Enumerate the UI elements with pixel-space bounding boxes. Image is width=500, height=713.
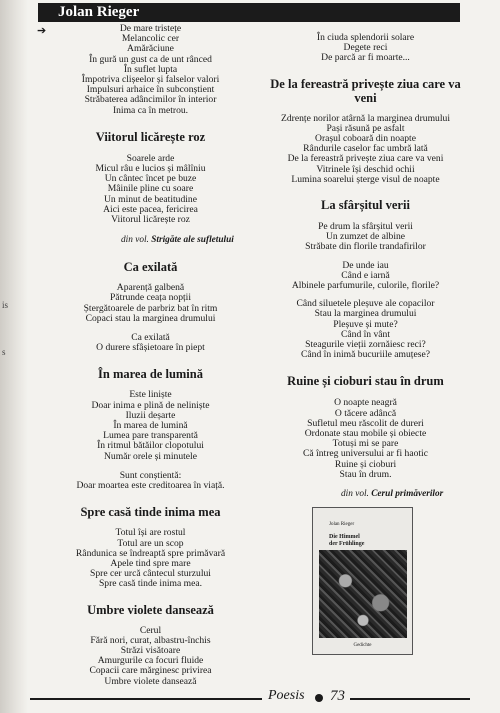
verse-line: Pe drum la sfârșitul verii <box>318 221 413 233</box>
verse-line: Cerul <box>139 624 162 636</box>
verse-line: Totul are un scop <box>117 537 184 549</box>
verse-line: Pleșuve și mute? <box>333 318 398 330</box>
verse-line: Zdrențe norilor atârnă la marginea drumului <box>281 112 450 124</box>
poem-title: Umbre violete dansează <box>87 602 214 617</box>
verse-line: Sunt conștientă: <box>119 469 182 481</box>
verse-line: Orașul coboară din noapte <box>315 133 416 145</box>
verse-line: Soarele arde <box>126 152 175 164</box>
verse-line: Doar moartea este creditoarea în viață. <box>76 480 225 492</box>
verse-line: Pătrunde ceața nopții <box>110 292 191 304</box>
verse-line: Umbre violete dansează <box>104 675 197 687</box>
verse-line: Ordonate stau mobile și obiecte <box>304 428 427 440</box>
intro-stanza <box>38 24 263 116</box>
verse-line: Stau la marginea drumului <box>314 308 417 320</box>
verse-line: Că întreg universului ar fi haotic <box>303 448 428 460</box>
poem-title: Spre casă tinde inima mea <box>80 505 221 520</box>
verse-line: Pași răsună pe asfalt <box>326 122 405 134</box>
verse-line: Când siluetele pleșuve ale copacilor <box>296 298 435 310</box>
verse-line: Ca exilată <box>131 332 170 344</box>
source-title: Strigăte ale sufletului <box>151 235 234 246</box>
poem-stanza <box>263 222 468 253</box>
verse-line: Rândunica se îndreaptă spre primăvară <box>75 547 226 559</box>
verse-line: O noapte neagră <box>334 397 397 409</box>
verse-line: Melancolic cer <box>121 33 180 45</box>
verse-line: Steagurile vieții zornăiesc reci? <box>305 339 426 351</box>
verse-line: Spre cer urcă cântecul sturzului <box>90 568 211 580</box>
page-gutter <box>0 0 28 713</box>
source-title: Cerul primăverilor <box>371 489 444 500</box>
verse-line: Un cântec încet pe buze <box>104 173 197 185</box>
verse-line: Lumea pare transparentă <box>103 430 198 442</box>
verse-line: Impulsuri arhaice în subconștient <box>86 84 215 96</box>
verse-line: Aici este pacea, fericirea <box>103 203 198 215</box>
poem-stanza <box>263 261 468 292</box>
verse-line: În suflet lupta <box>123 63 178 75</box>
gutter-fragment: is <box>2 300 9 310</box>
verse-line: Număr orele și minutele <box>104 450 197 462</box>
poem-stanza <box>38 283 263 324</box>
verse-line: Copacii care mărginesc privirea <box>89 665 212 677</box>
verse-line: Străzi visătoare <box>120 644 181 656</box>
book-cover-image <box>312 507 413 655</box>
poem-title: La sfârșitul verii <box>321 198 410 213</box>
poem-title: Viitorul licărește roz <box>95 129 206 144</box>
verse-line: Apele tind spre mare <box>110 557 191 569</box>
verse-line: Mâinile pline cu soare <box>107 183 194 195</box>
poem-title: În marea de lumină <box>98 367 203 382</box>
verse-line: În ritmul bătăilor clopotului <box>97 440 204 452</box>
verse-line: Străbaterea adâncimilor în interior <box>84 94 217 106</box>
book-footer-label: Gedichte <box>353 643 372 648</box>
poem-stanza <box>263 114 468 185</box>
book-author: Jolan Rieger <box>329 522 355 527</box>
poem-stanza <box>38 528 263 589</box>
verse-line: Când în inimă bucuriile amuțese? <box>301 349 430 361</box>
page-number: 73 <box>330 688 345 704</box>
poem-title: De la fereastră privește ziua care va veni <box>270 76 461 105</box>
verse-line: Este liniște <box>129 389 172 401</box>
source-note: din vol. Cerul primăverilor <box>341 489 444 500</box>
verse-line: De mare tristețe <box>119 23 182 34</box>
magazine-name: Poesis <box>268 688 305 703</box>
verse-line: Totul își are rostul <box>115 527 186 539</box>
verse-line: Totuși mi se pare <box>332 438 399 450</box>
poem-stanza <box>263 299 468 360</box>
verse-line: Micul râu e lucios și mâlîniu <box>95 163 206 175</box>
poem-title: Ruine și cioburi stau în drum <box>287 374 444 389</box>
gutter-fragment: s <box>2 347 6 357</box>
verse-line: Străbate din florile trandafirilor <box>305 241 426 253</box>
verse-line: Ștergătoarele de parbriz bat în ritm <box>83 302 218 314</box>
verse-line: Stau în drum. <box>339 468 392 480</box>
verse-line: Copaci stau la marginea drumului <box>85 312 216 324</box>
verse-line: Aparență galbenă <box>116 282 185 294</box>
verse-line: O durere sfâșietoare în piept <box>96 342 205 354</box>
verse-line: Un zumzet de albine <box>325 231 406 243</box>
verse-line: În marea de lumină <box>113 420 188 432</box>
verse-line: O tăcere adâncă <box>334 407 397 419</box>
book-title: Die Himmel der Frühlinge <box>329 534 365 547</box>
poem-stanza <box>38 333 263 353</box>
verse-line: Doar inima e plină de neliniște <box>91 399 210 411</box>
left-column <box>38 24 263 687</box>
verse-line: De unde iau <box>342 259 389 271</box>
verse-line: Când în vânt <box>340 328 391 340</box>
right-column <box>263 24 468 500</box>
verse-line: Rândurile caselor fac umbră lată <box>303 143 428 155</box>
verse-line: Împotriva clișeelor și falselor valori <box>81 74 220 86</box>
footer-rule <box>350 698 470 700</box>
footer-rule <box>30 698 262 700</box>
arrow-icon: ➔ <box>37 25 47 37</box>
verse-line: În gură un gust ca de unt rânced <box>89 53 212 65</box>
poem-stanza <box>38 471 263 491</box>
verse-line: Spre casă tinde inima mea. <box>98 578 203 590</box>
verse-line: Iluzii deșarte <box>125 409 176 421</box>
poem-stanza <box>263 398 468 480</box>
verse-line: Inima ca în metrou. <box>112 104 189 116</box>
verse-line: Lumina soarelui șterge visul de noapte <box>291 173 440 185</box>
verse-line: Albinele parfumurile, culorile, florile? <box>291 280 440 292</box>
source-note: din vol. Strigăte ale sufletului <box>121 235 234 246</box>
verse-line: Ruine și cioburi <box>334 458 397 470</box>
verse-line: Un minut de beatitudine <box>104 193 197 205</box>
poem-stanza <box>38 626 263 687</box>
verse-line: Amurgurile ca focuri fluide <box>97 655 204 667</box>
poem-stanza <box>38 154 263 225</box>
poem-title: Ca exilată <box>123 260 178 275</box>
verse-line: Amărăciune <box>127 43 174 55</box>
verse-line: De parcă ar fi moarte... <box>321 52 410 64</box>
verse-line: Când e iarnă <box>341 269 390 281</box>
verse-line: De la fereastră privește ziua care va veni <box>287 153 444 165</box>
poem-stanza <box>38 390 263 461</box>
verse-line: Fără nori, curat, albastru-închis <box>90 634 211 646</box>
verse-line: Degete reci <box>343 42 388 54</box>
book-cover-artwork <box>319 550 407 638</box>
bullet-icon <box>315 694 323 702</box>
author-name: Jolan Rieger <box>58 4 140 20</box>
verse-line: În ciuda splendorii solare <box>316 32 415 43</box>
verse-line: Viitorul licărește roz <box>111 214 190 226</box>
intro-stanza <box>263 33 468 64</box>
verse-line: Sufletul meu răscolit de dureri <box>307 417 424 429</box>
verse-line: Vitrinele își deschid ochii <box>316 163 415 175</box>
